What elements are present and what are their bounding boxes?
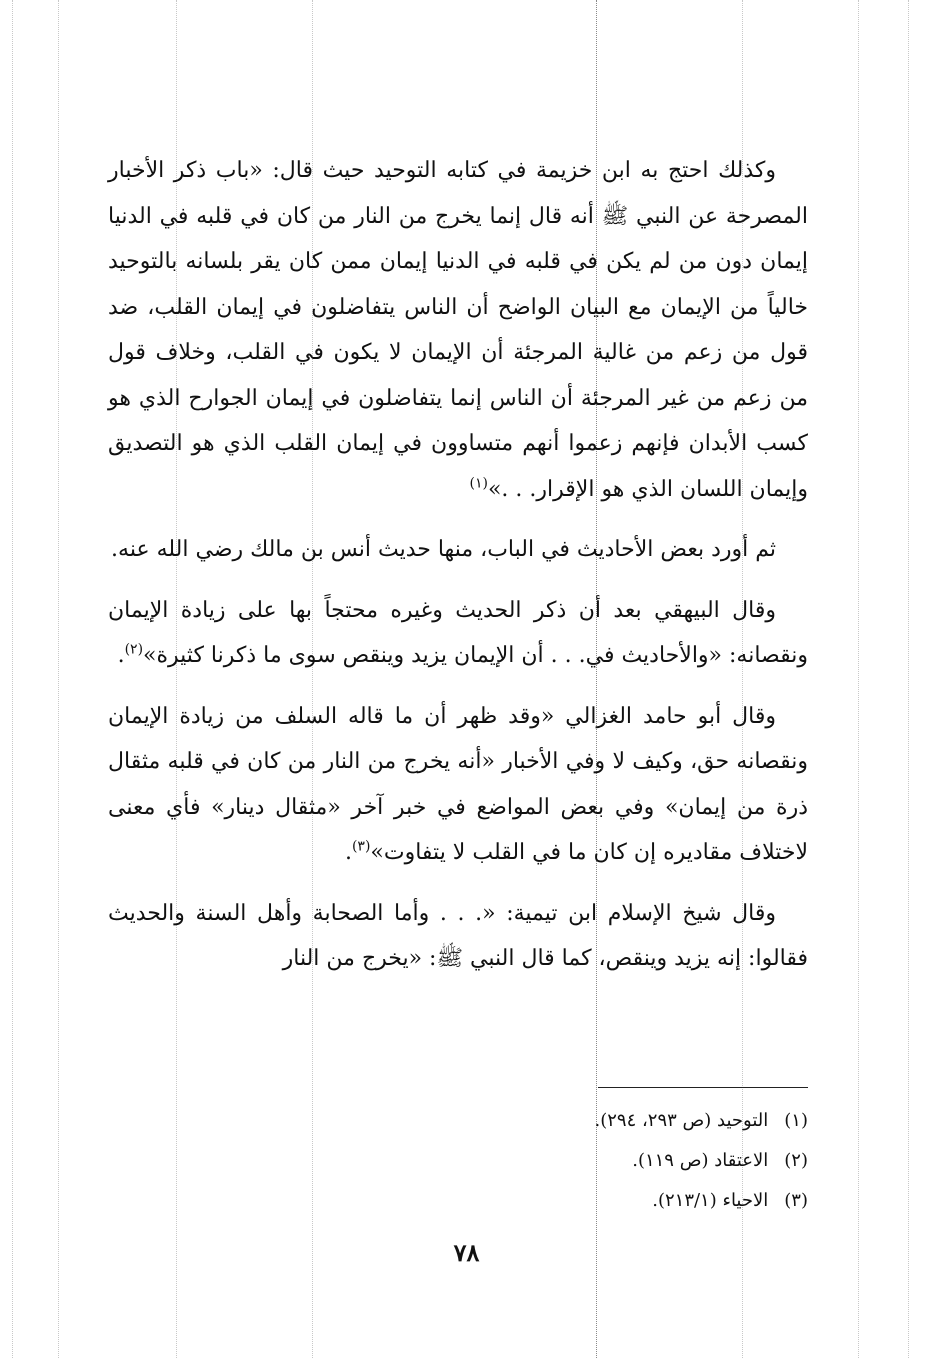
paragraph-4: وقال أبو حامد الغزالي «وقد ظهر أن ما قاله السلف من زيادة الإيمان ونقصانه حق، وكيف لا وفي الأخبار «أنه يخرج من النار من كان في قلبه مثقال ذرة من إيمان» وفي بعض المواضع في خبر آخر «مثقال دينار» فأي معنى لاختلاف مقاديره إن كان ما في القلب لا يتفاوت»$^{(٣)}$.	[108, 703, 808, 865]
footnote-number: (٢)	[784, 1150, 808, 1171]
footnote-ref-1: (١)	[469, 475, 488, 492]
footnote-3	[300, 1181, 808, 1221]
scan-artifact-line	[908, 0, 909, 1358]
footnote-1	[300, 1101, 808, 1141]
main-text	[108, 148, 808, 982]
scan-artifact-line	[858, 0, 859, 1358]
footnote-ref-3: (٣)	[351, 838, 371, 855]
footnote-2	[300, 1141, 808, 1181]
scan-artifact-line	[12, 0, 13, 1358]
page-number: ٧٨	[453, 1238, 480, 1267]
footnote-text: الاحياء (٢١٣/١).	[652, 1190, 769, 1211]
paragraph-2: ثم أورد بعض الأحاديث في الباب، منها حديث أنس بن مالك رضي الله عنه.	[111, 537, 776, 562]
footnote-number: (١)	[784, 1110, 808, 1131]
footnote-text: التوحيد (ص ٢٩٣، ٢٩٤).	[594, 1110, 769, 1131]
footnote-separator	[598, 1087, 808, 1088]
footnote-ref-2: (٢)	[124, 641, 144, 658]
scan-artifact-line	[58, 0, 59, 1358]
paragraph-5: وقال شيخ الإسلام ابن تيمية: «. . . وأما الصحابة وأهل السنة والحديث فقالوا: إنه يزيد وينقص، كما قال النبي ﷺ: «يخرج من النار	[108, 900, 808, 971]
footnote-number: (٣)	[784, 1190, 808, 1211]
paragraph-3: وقال البيهقي بعد أن ذكر الحديث وغيره محتجاً بها على زيادة الإيمان ونقصانه: «والأحاديث في. . . أن الإيمان يزيد وينقص سوى ما ذكرنا كثيرة»$^{(٢)}$.	[108, 597, 808, 668]
footnotes	[300, 1101, 808, 1221]
paragraph-1: وكذلك احتج به ابن خزيمة في كتابه التوحيد حيث قال: «باب ذكر الأخبار المصرحة عن النبي ﷺ أنه قال إنما يخرج من النار من كان في قلبه في الدنيا إيمان دون من لم يكن في قلبه في الدنيا إيمان ممن كان يقر بلسانه بالتوحيد خالياً من الإيمان مع البيان الواضح أن الناس يتفاضلون في إيمان القلب، ضد قول من زعم من غالية المرجئة أن الإيمان لا يكون في القلب، وخلاف قول من زعم من غير المرجئة أن الناس إنما يتفاضلون في إيمان الجوارح الذي هو كسب الأبدان فإنهم زعموا أنهم متساوون في إيمان القلب الذي هو التصديق وإيمان اللسان الذي هو الإقرار. . .»$^{(١)}$	[108, 158, 808, 502]
footnote-text: الاعتقاد (ص ١١٩).	[632, 1150, 769, 1171]
